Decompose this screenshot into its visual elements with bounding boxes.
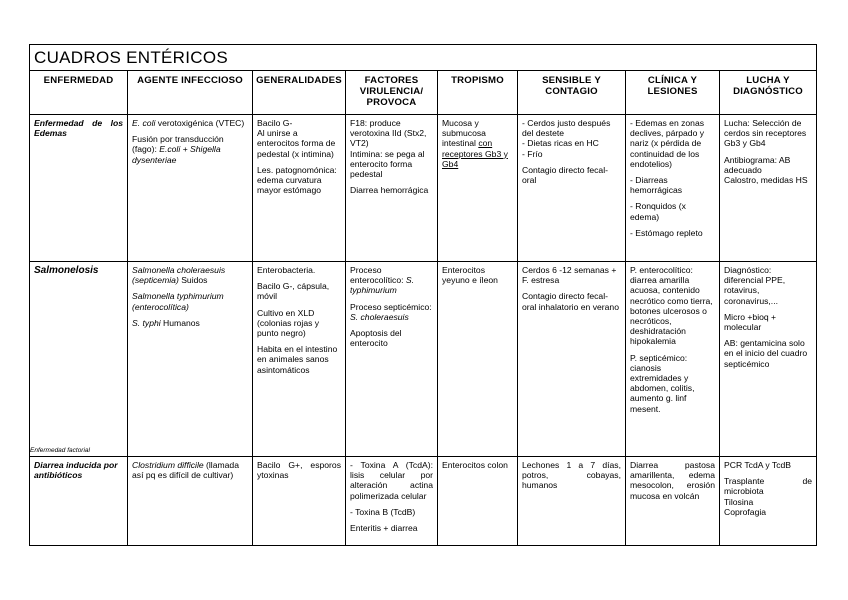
tropism-cell: Enterocitos colon — [438, 457, 518, 546]
title-row — [30, 45, 817, 71]
diagnosis-cell: Diagnóstico: diferencial PPE, rotavirus, coronavirus,... Micro +bioq + molecular AB: gentamicina solo en el inicio del cuadro septicémico — [720, 262, 817, 457]
generalities-cell: Enterobacteria. Bacilo G-, cápsula, móvil Cultivo en XLD (colonias rojas y punto negro) Habita en el intestino en animales sanos asintomáticos — [253, 262, 346, 457]
header-contagion: SENSIBLE Y CONTAGIO — [518, 71, 626, 115]
virulence-cell: Proceso enterocolítico: S. typhimurium Proceso septicémico: S. choleraesuis Apoptosis del enterocito — [346, 262, 438, 457]
clinical-cell: Diarrea pastosa amarillenta, edema mesocolon, erosión mucosa en volcán — [626, 457, 720, 546]
agent-cell: E. coli verotoxigénica (VTEC) Fusión por transducción (fago): E.coli + Shigella dysenteriae — [128, 115, 253, 262]
contagion-cell: Cerdos 6 -12 semanas + F. estresa Contagio directo fecal-oral inhalatorio en verano — [518, 262, 626, 457]
footnote: Enfermedad factorial — [30, 446, 90, 454]
table-row — [30, 262, 817, 457]
clinical-cell: P. enterocolítico: diarrea amarilla acuosa, contenido necrótico como tierra, botones ulcerosos o necróticos, deshidratación hipokalemia P. septicémico: cianosis extremidades y abdomen, colitis, aumento g. linf mesent. — [626, 262, 720, 457]
header-generalities: GENERALIDADES — [253, 71, 346, 115]
virulence-cell: F18: produce verotoxina IId (Stx2, VT2) Intimina: se pega al enterocito forma pedestal Diarrea hemorrágica — [346, 115, 438, 262]
contagion-cell: Lechones 1 a 7 días, potros, cobayas, humanos — [518, 457, 626, 546]
header-virulence: FACTORES VIRULENCIA/ PROVOCA — [346, 71, 438, 115]
contagion-cell: - Cerdos justo después del destete - Dietas ricas en HC - Frío Contagio directo fecal-oral — [518, 115, 626, 262]
agent-cell: Salmonella choleraesuis (septicemia) Suidos Salmonella typhimurium (enterocolítica) S. typhi Humanos — [128, 262, 253, 457]
header-disease: ENFERMEDAD — [30, 71, 128, 115]
disease-cell: Salmonelosis Enfermedad factorial — [30, 262, 128, 457]
header-tropism: TROPISMO — [438, 71, 518, 115]
enteric-table — [29, 44, 817, 546]
diagnosis-cell: Lucha: Selección de cerdos sin receptores Gb3 y Gb4 Antibiograma: AB adecuado Calostro, medidas HS — [720, 115, 817, 262]
header-agent: AGENTE INFECCIOSO — [128, 71, 253, 115]
table-title: CUADROS ENTÉRICOS — [30, 45, 817, 71]
disease-cell: Diarrea inducida por antibióticos — [30, 457, 128, 546]
diagnosis-cell: PCR TcdA y TcdB Trasplante de microbiota Tilosina Coprofagia — [720, 457, 817, 546]
header-diagnosis: LUCHA Y DIAGNÓSTICO — [720, 71, 817, 115]
clinical-cell: - Edemas en zonas declives, párpado y nariz (x pérdida de continuidad de los endotelios) - Diarreas hemorrágicas - Ronquidos (x edema) - Estómago repleto — [626, 115, 720, 262]
generalities-cell: Bacilo G- Al unirse a enterocitos forma de pedestal (x intimina) Les. patognomónica: edema curvatura mayor estómago — [253, 115, 346, 262]
table-row — [30, 115, 817, 262]
tropism-cell: Mucosa y submucosa intestinal con receptores Gb3 y Gb4 — [438, 115, 518, 262]
tropism-cell: Enterocitos yeyuno e íleon — [438, 262, 518, 457]
disease-cell: Enfermedad de los Edemas — [30, 115, 128, 262]
virulence-cell: - Toxina A (TcdA): lisis celular por alteración actina polimerizada celular - Toxina B (TcdB) Enteritis + diarrea — [346, 457, 438, 546]
table-row — [30, 457, 817, 546]
header-row — [30, 71, 817, 115]
generalities-cell: Bacilo G+, esporos ytoxinas — [253, 457, 346, 546]
agent-cell: Clostridium difficile (llamada así pq es difícil de cultivar) — [128, 457, 253, 546]
header-clinical: CLÍNICA Y LESIONES — [626, 71, 720, 115]
